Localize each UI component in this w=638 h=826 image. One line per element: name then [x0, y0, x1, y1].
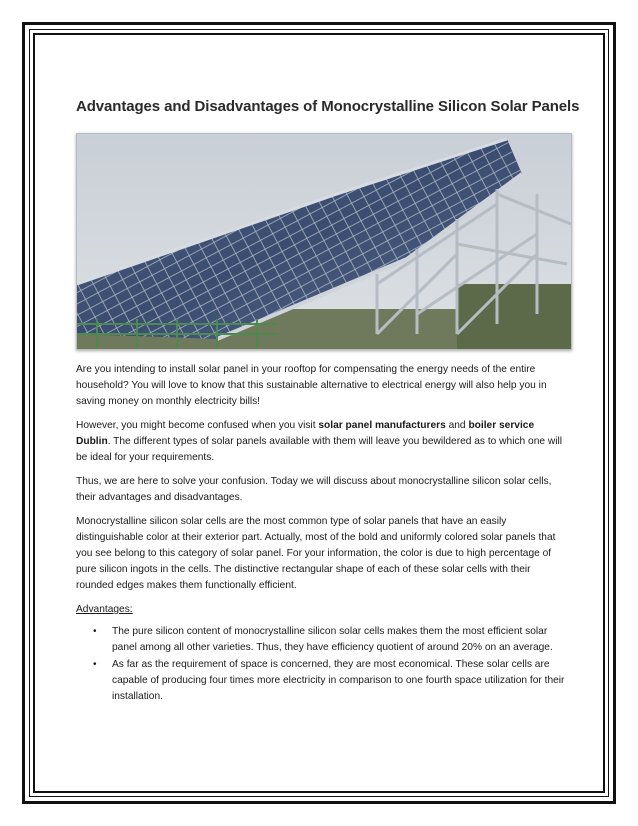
list-item-text: The pure silicon content of monocrystalline silicon solar cells makes them the most efficient solar panel among all other varieties. Thus, they have efficiency quotient of around 20% on an average. [112, 626, 553, 653]
description-paragraph: Monocrystalline silicon solar cells are the most common type of solar panels that have an easily distinguishable color at their exterior part. Actually, most of the bold and uniformly colored solar panels that you see belong to this category of solar panel. For your information, the color is due to high percentage of pure silicon ingots in the cells. The distinctive rectangular shape of each of these solar cells with their rounded edges makes them functionally efficient. [76, 516, 556, 591]
bullet-icon: • [93, 626, 97, 637]
advantages-heading: Advantages: [76, 604, 133, 615]
solar-panel-manufacturers-link[interactable]: solar panel manufacturers [318, 420, 446, 431]
list-item [76, 657, 570, 705]
list-item-text: As far as the requirement of space is concerned, they are most economical. These solar cells are capable of producing four times more electricity in comparison to one fourth space utilization for their installation. [112, 659, 565, 702]
paragraph-text: However, you might become confused when you visit [76, 420, 319, 431]
intro-paragraph: Are you intending to install solar panel in your rooftop for compensating the energy needs of the entire household? You will love to know that this sustainable alternative to electrical energy will also help you in saving money on monthly electricity bills! [76, 364, 547, 407]
paragraph-text: and [445, 420, 469, 431]
solar-panels-photo [76, 133, 572, 350]
paragraph-text: . The different types of solar panels available with them will leave you bewildered as to which one will be ideal for your requirements. [76, 436, 563, 463]
purpose-paragraph: Thus, we are here to solve your confusion. Today we will discuss about monocrystalline silicon solar cells, their advantages and disadvantages. [76, 476, 552, 503]
list-item [76, 624, 570, 656]
manufacturers-paragraph [76, 418, 570, 466]
document-title: Advantages and Disadvantages of Monocrystalline Silicon Solar Panels [76, 98, 580, 115]
bullet-icon: • [93, 659, 97, 670]
advantages-list [76, 624, 570, 705]
boiler-service-dublin-link[interactable]: boiler service Dublin [76, 420, 535, 447]
document-body [76, 98, 580, 706]
